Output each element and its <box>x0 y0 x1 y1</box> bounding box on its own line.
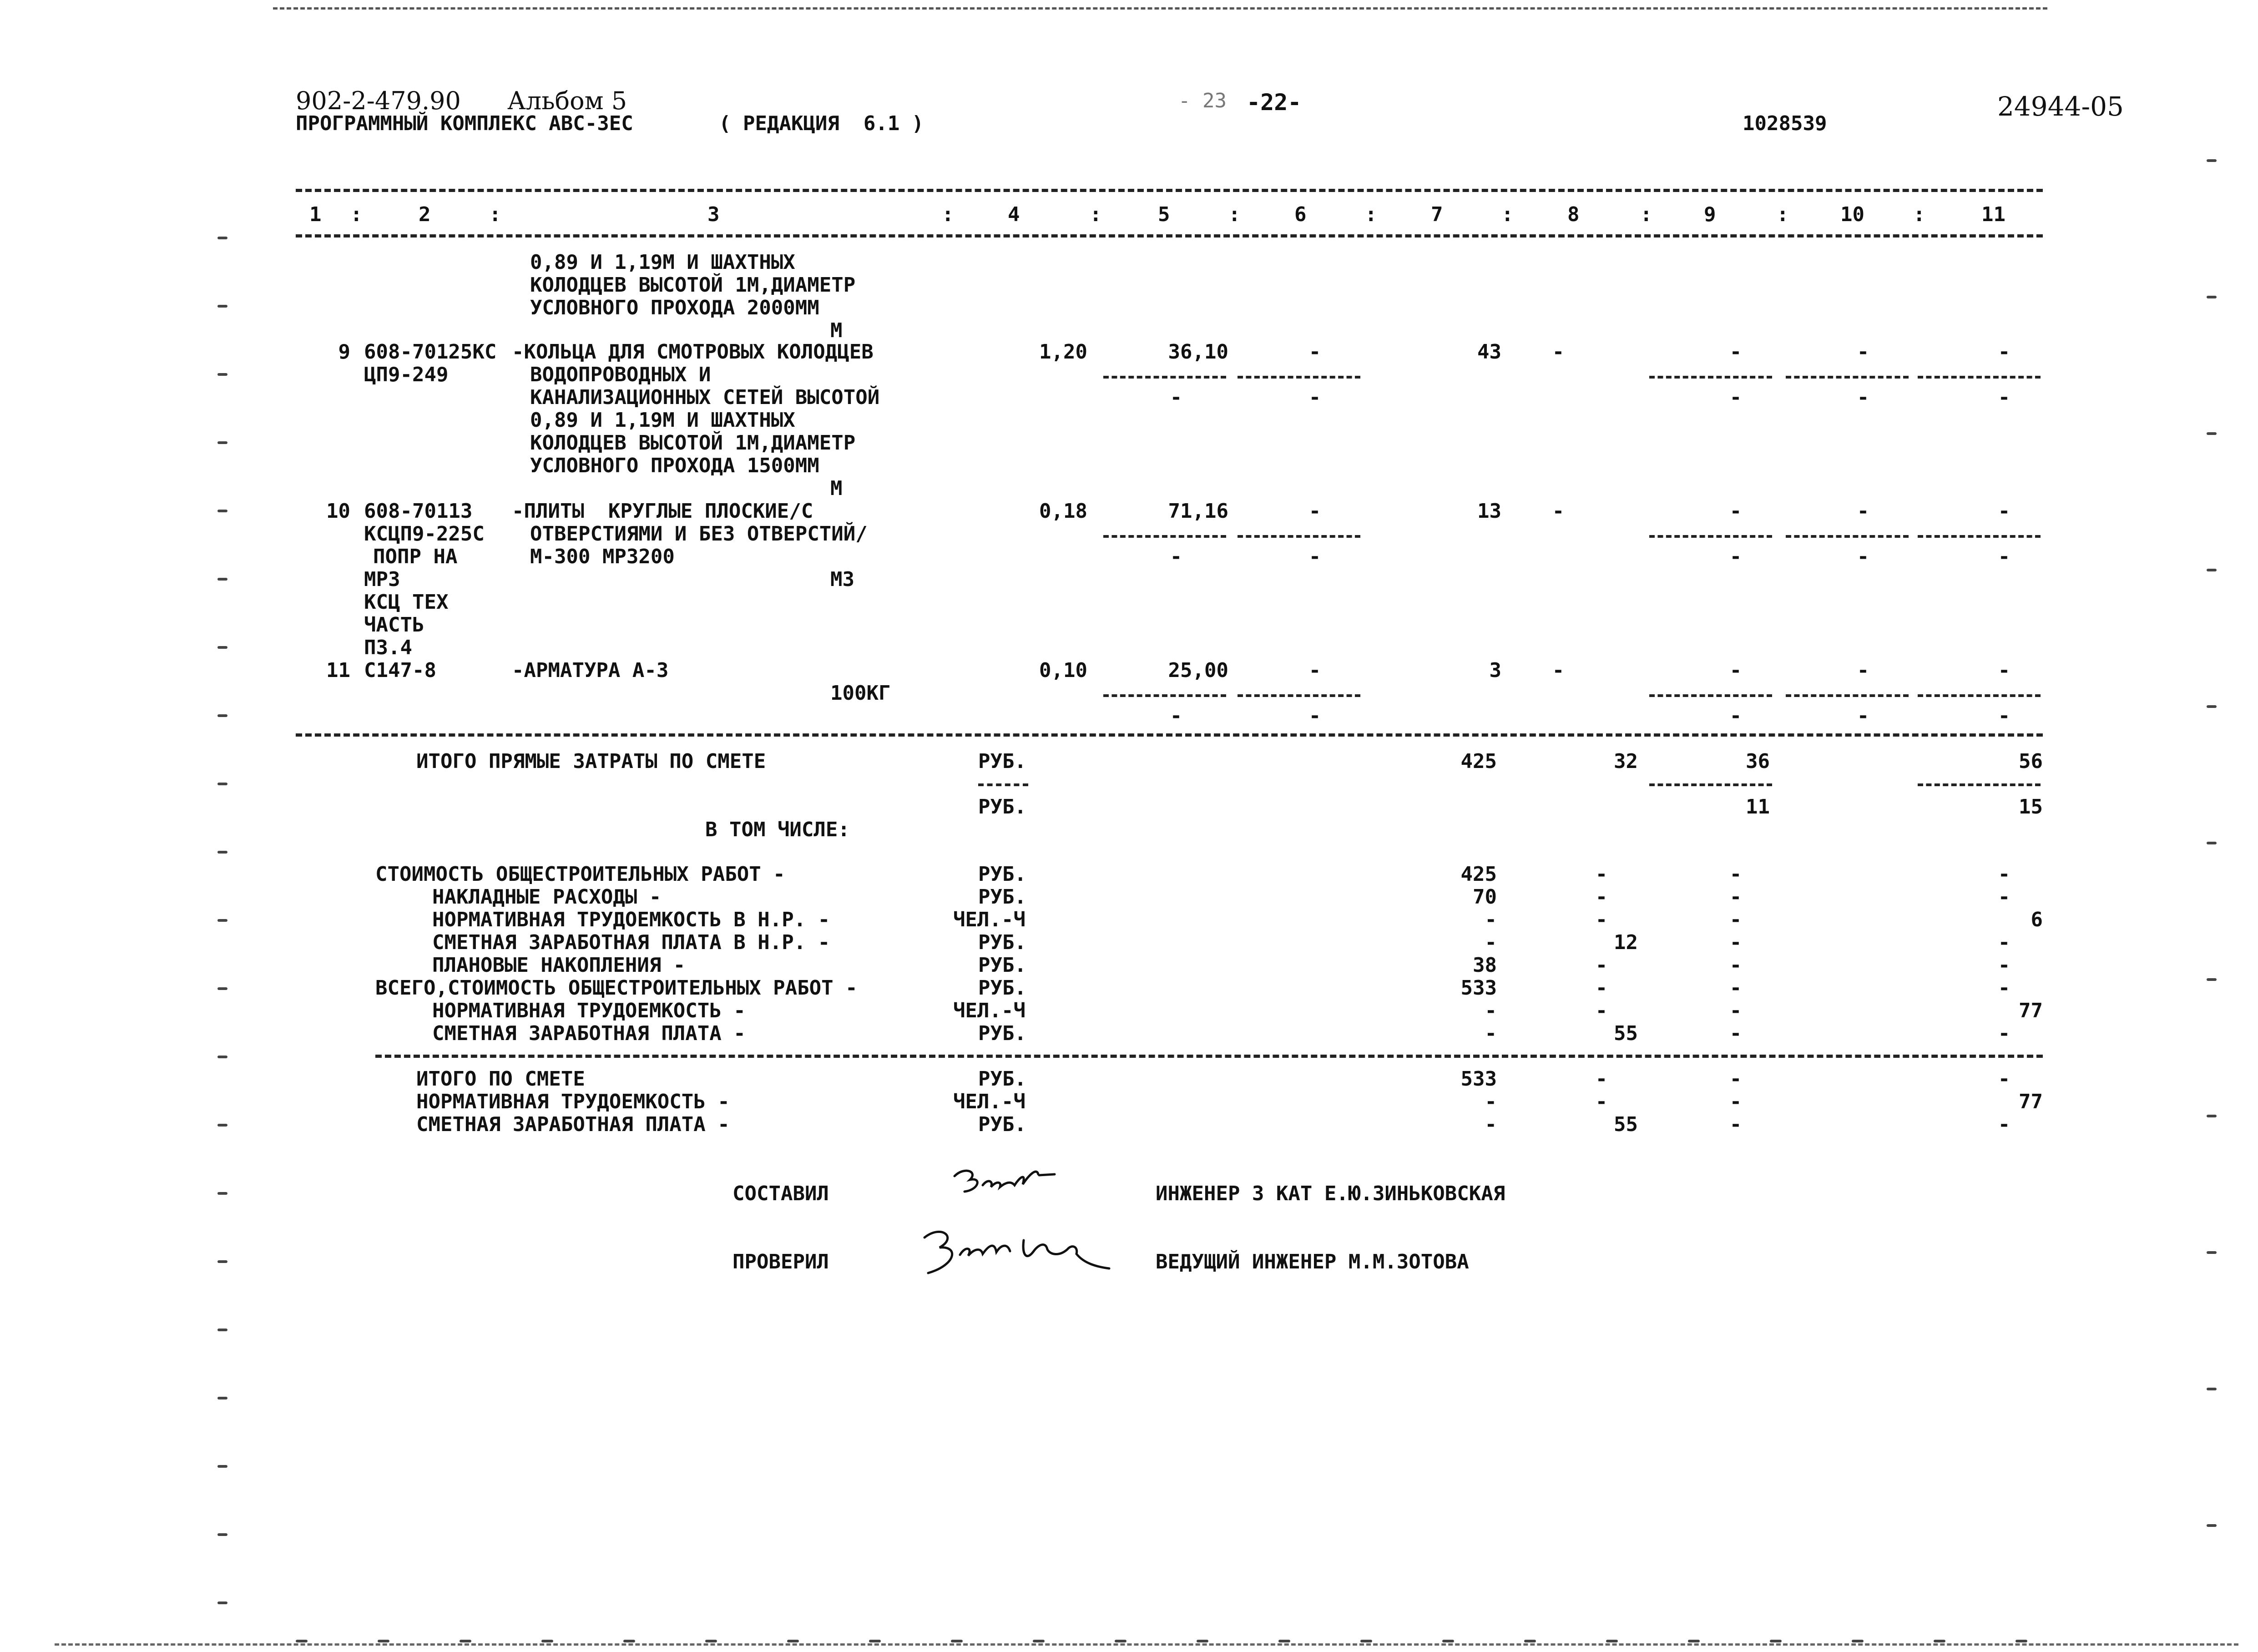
breakdown-c9: - <box>1729 863 1742 886</box>
item-description: -КОЛЬЦА ДЛЯ СМОТРОВЫХ КОЛОДЦЕВ <box>512 340 874 364</box>
item-code: С147-8 <box>364 659 436 682</box>
cell-c6: - <box>1308 500 1321 523</box>
final-c7: - <box>1485 1113 1497 1136</box>
sub-cell: - <box>1308 704 1321 727</box>
sub-cell: - <box>1729 545 1742 568</box>
direct-c7: 425 <box>1460 750 1497 773</box>
breakdown-c8: 12 <box>1614 931 1638 954</box>
composed-by: ИНЖЕНЕР 3 КАТ Е.Ю.ЗИНЬКОВСКАЯ <box>1156 1182 1505 1205</box>
item-price: 71,16 <box>1168 500 1228 523</box>
final-c8: - <box>1595 1067 1608 1091</box>
direct-c9b: 11 <box>1746 795 1770 818</box>
final-c11: - <box>1998 1113 2010 1136</box>
direct-c11b: 15 <box>2019 795 2043 818</box>
item-description: ОТВЕРСТИЯМИ И БЕЗ ОТВЕРСТИЙ/ <box>530 522 868 546</box>
sub-rule <box>978 783 1028 786</box>
col-header: 3 <box>707 203 720 226</box>
breakdown-c11: - <box>1998 976 2010 1000</box>
edition-label: ( РЕДАКЦИЯ 6.1 ) <box>719 112 924 135</box>
item-code: 608-70113 <box>364 500 473 523</box>
cell-c8: - <box>1552 659 1565 682</box>
sub-rule <box>1238 376 1360 379</box>
final-c11: - <box>1998 1067 2010 1091</box>
breakdown-unit: ЧЕЛ.-Ч <box>953 999 1025 1022</box>
col-header: 11 <box>1981 203 2005 226</box>
breakdown-label: НОРМАТИВНАЯ ТРУДОЕМКОСТЬ - <box>432 999 746 1022</box>
sub-cell: - <box>1308 386 1321 409</box>
composed-signature <box>946 1158 1065 1208</box>
cell-c6: - <box>1308 659 1321 682</box>
breakdown-c11: - <box>1998 863 2010 886</box>
cell-c11: - <box>1998 659 2010 682</box>
item-code: КСЦП9-225С <box>364 522 485 546</box>
item-description: М-300 МР3200 <box>530 545 675 568</box>
cell-c9: - <box>1729 340 1742 364</box>
col-sep: : <box>1365 203 1377 226</box>
sub-rule <box>1103 694 1226 697</box>
item-code: П3.4 <box>364 636 412 659</box>
item-description: -АРМАТУРА А-3 <box>512 659 669 682</box>
final-unit: ЧЕЛ.-Ч <box>953 1090 1025 1113</box>
breakdown-c11: 77 <box>2019 999 2043 1022</box>
breakdown-unit: РУБ. <box>978 885 1026 909</box>
final-label: ИТОГО ПО СМЕТЕ <box>416 1067 585 1091</box>
breakdown-c8: - <box>1595 908 1608 931</box>
archive-number: 24944-05 <box>1997 91 2124 122</box>
cell-c7: 13 <box>1477 500 1501 523</box>
direct-c8: 32 <box>1614 750 1638 773</box>
breakdown-unit: РУБ. <box>978 863 1026 886</box>
final-unit: РУБ. <box>978 1067 1026 1091</box>
program-name: ПРОГРАММНЫЙ КОМПЛЕКС АВС-3ЕС <box>296 112 633 135</box>
col-header: 1 <box>309 203 322 226</box>
col-header: 7 <box>1431 203 1443 226</box>
sub-cell: - <box>1729 704 1742 727</box>
sub-cell: - <box>1170 386 1182 409</box>
col-sep: : <box>350 203 363 226</box>
breakdown-unit: РУБ. <box>978 1022 1026 1045</box>
cell-c6: - <box>1308 340 1321 364</box>
cell-c9: - <box>1729 659 1742 682</box>
col-sep: : <box>1228 203 1241 226</box>
sub-rule <box>1786 376 1909 379</box>
breakdown-c7: 533 <box>1460 976 1497 1000</box>
cell-c10: - <box>1857 659 1869 682</box>
breakdown-c9: - <box>1729 908 1742 931</box>
item-code: МР3 <box>364 568 400 591</box>
final-c9: - <box>1729 1113 1742 1136</box>
table-top-rule <box>296 189 2043 192</box>
item-code: ЧАСТЬ <box>364 613 424 637</box>
breakdown-c7: - <box>1485 999 1497 1022</box>
sub-rule <box>1918 376 2041 379</box>
col-header: 10 <box>1840 203 1864 226</box>
composed-label: СОСТАВИЛ <box>732 1182 829 1205</box>
col-sep: : <box>942 203 954 226</box>
breakdown-c8: 55 <box>1614 1022 1638 1045</box>
item-description: КАНАЛИЗАЦИОННЫХ СЕТЕЙ ВЫСОТОЙ <box>530 386 880 409</box>
breakdown-c7: 38 <box>1473 954 1497 977</box>
breakdown-c8: - <box>1595 863 1608 886</box>
sub-rule <box>1103 535 1226 538</box>
album-label: Альбом 5 <box>507 86 627 115</box>
row-number: 11 <box>326 659 350 682</box>
breakdown-c11: 6 <box>2031 908 2043 931</box>
bottom-edge-line <box>55 1643 2238 1646</box>
cell-c7: 43 <box>1477 340 1501 364</box>
breakdown-c9: - <box>1729 999 1742 1022</box>
col-sep: : <box>1640 203 1652 226</box>
breakdown-unit: РУБ. <box>978 931 1026 954</box>
sub-cell: - <box>1998 704 2010 727</box>
cell-c9: - <box>1729 500 1742 523</box>
col-sep: : <box>1501 203 1514 226</box>
col-sep: : <box>1090 203 1102 226</box>
cell-c11: - <box>1998 340 2010 364</box>
sub-rule <box>1103 376 1226 379</box>
breakdown-c9: - <box>1729 931 1742 954</box>
col-header: 8 <box>1567 203 1580 226</box>
cell-c8: - <box>1552 500 1565 523</box>
totals-rule <box>375 1055 2043 1058</box>
checked-label: ПРОВЕРИЛ <box>732 1250 829 1273</box>
final-c9: - <box>1729 1067 1742 1091</box>
final-label: НОРМАТИВНАЯ ТРУДОЕМКОСТЬ - <box>416 1090 730 1113</box>
breakdown-c7: - <box>1485 1022 1497 1045</box>
breakdown-c11: - <box>1998 885 2010 909</box>
sub-cell: - <box>1857 545 1869 568</box>
doc-number: 1028539 <box>1743 112 1827 135</box>
col-header: 6 <box>1294 203 1307 226</box>
breakdown-c8: - <box>1595 885 1608 909</box>
item-price: 36,10 <box>1168 340 1228 364</box>
col-sep: : <box>1777 203 1789 226</box>
breakdown-label: ПЛАНОВЫЕ НАКОПЛЕНИЯ - <box>432 954 686 977</box>
breakdown-unit: РУБ. <box>978 976 1026 1000</box>
direct-costs-label: ИТОГО ПРЯМЫЕ ЗАТРАТЫ ПО СМЕТЕ <box>416 750 766 773</box>
breakdown-label: ВСЕГО,СТОИМОСТЬ ОБЩЕСТРОИТЕЛЬНЫХ РАБОТ - <box>375 976 858 1000</box>
sub-rule <box>1918 535 2041 538</box>
final-c7: - <box>1485 1090 1497 1113</box>
cell-c10: - <box>1857 500 1869 523</box>
row-number: 10 <box>326 500 350 523</box>
sub-rule <box>1649 376 1772 379</box>
breakdown-label: СМЕТНАЯ ЗАРАБОТНАЯ ПЛАТА - <box>432 1022 746 1045</box>
breakdown-c7: 70 <box>1473 885 1497 909</box>
sub-rule <box>1786 694 1909 697</box>
col-header: 2 <box>419 203 431 226</box>
final-c8: - <box>1595 1090 1608 1113</box>
sub-cell: - <box>1729 386 1742 409</box>
breakdown-label: НОРМАТИВНАЯ ТРУДОЕМКОСТЬ В Н.Р. - <box>432 908 830 931</box>
item-quantity: 1,20 <box>1039 340 1087 364</box>
breakdown-c9: - <box>1729 976 1742 1000</box>
sub-cell: - <box>1170 704 1182 727</box>
breakdown-c8: - <box>1595 999 1608 1022</box>
breakdown-c11: - <box>1998 931 2010 954</box>
checked-signature <box>914 1219 1115 1283</box>
col-header: 9 <box>1704 203 1716 226</box>
sub-rule <box>1786 535 1909 538</box>
item-unit: М3 <box>830 568 854 591</box>
including-label: В ТОМ ЧИСЛЕ: <box>705 818 850 841</box>
col-header: 4 <box>1008 203 1020 226</box>
sub-rule <box>1238 535 1360 538</box>
final-unit: РУБ. <box>978 1113 1026 1136</box>
final-c11: 77 <box>2019 1090 2043 1113</box>
page-number: -22- <box>1247 89 1302 116</box>
doc-code: 902-2-479.90 <box>296 86 461 115</box>
item-code: КСЦ ТЕХ <box>364 591 449 614</box>
sub-rule <box>1238 694 1360 697</box>
item-description: -ПЛИТЫ КРУГЛЫЕ ПЛОСКИЕ/С <box>512 500 813 523</box>
item-description: 0,89 И 1,19М И ШАХТНЫХ <box>530 409 795 432</box>
final-c7: 533 <box>1460 1067 1497 1091</box>
breakdown-unit: ЧЕЛ.-Ч <box>953 908 1025 931</box>
sub-cell: - <box>1998 545 2010 568</box>
direct-costs-unit2: РУБ. <box>978 795 1026 818</box>
row-number: 9 <box>338 340 350 364</box>
cell-c7: 3 <box>1489 659 1501 682</box>
table-bottom-rule <box>296 733 2043 737</box>
sub-rule <box>1649 535 1772 538</box>
breakdown-unit: РУБ. <box>978 954 1026 977</box>
breakdown-c8: - <box>1595 954 1608 977</box>
table-head-rule <box>296 234 2043 237</box>
breakdown-c8: - <box>1595 976 1608 1000</box>
sub-cell: - <box>1998 386 2010 409</box>
direct-costs-unit: РУБ. <box>978 750 1026 773</box>
breakdown-c11: - <box>1998 954 2010 977</box>
top-edge-line <box>273 7 2047 10</box>
sub-rule <box>1649 694 1772 697</box>
final-c8: 55 <box>1614 1113 1638 1136</box>
breakdown-c9: - <box>1729 885 1742 909</box>
sub-rule <box>1918 694 2041 697</box>
item-description: КОЛОДЦЕВ ВЫСОТОЙ 1М,ДИАМЕТР <box>530 431 856 455</box>
item-code: 608-70125КС <box>364 340 497 364</box>
item-code: ПОПР НА <box>373 545 458 568</box>
breakdown-c7: - <box>1485 931 1497 954</box>
item-price: 25,00 <box>1168 659 1228 682</box>
checked-by: ВЕДУЩИЙ ИНЖЕНЕР М.М.ЗОТОВА <box>1156 1250 1469 1273</box>
sub-cell: - <box>1857 386 1869 409</box>
cell-c11: - <box>1998 500 2010 523</box>
sub-cell: - <box>1308 545 1321 568</box>
page-prefix: - 23 <box>1178 89 1227 112</box>
direct-c11: 56 <box>2019 750 2043 773</box>
direct-c9: 36 <box>1746 750 1770 773</box>
col-sep: : <box>1913 203 1925 226</box>
breakdown-label: НАКЛАДНЫЕ РАСХОДЫ - <box>432 885 662 909</box>
breakdown-c7: - <box>1485 908 1497 931</box>
breakdown-c7: 425 <box>1460 863 1497 886</box>
sub-rule <box>1918 783 2041 786</box>
breakdown-c9: - <box>1729 954 1742 977</box>
sub-cell: - <box>1170 545 1182 568</box>
sub-rule <box>1649 783 1772 786</box>
col-sep: : <box>489 203 501 226</box>
col-header: 5 <box>1158 203 1170 226</box>
item-description: ВОДОПРОВОДНЫХ И <box>530 363 711 386</box>
sub-cell: - <box>1857 704 1869 727</box>
item-quantity: 0,18 <box>1039 500 1087 523</box>
breakdown-c9: - <box>1729 1022 1742 1045</box>
breakdown-label: СМЕТНАЯ ЗАРАБОТНАЯ ПЛАТА В Н.Р. - <box>432 931 830 954</box>
breakdown-c11: - <box>1998 1022 2010 1045</box>
cell-c8: - <box>1552 340 1565 364</box>
item-unit: 100КГ <box>830 682 891 705</box>
final-c9: - <box>1729 1090 1742 1113</box>
cell-c10: - <box>1857 340 1869 364</box>
item-quantity: 0,10 <box>1039 659 1087 682</box>
item-code: ЦП9-249 <box>364 363 449 386</box>
final-label: СМЕТНАЯ ЗАРАБОТНАЯ ПЛАТА - <box>416 1113 730 1136</box>
item-unit: М <box>830 477 843 500</box>
item-description: УСЛОВНОГО ПРОХОДА 1500ММ <box>530 454 819 477</box>
breakdown-label: СТОИМОСТЬ ОБЩЕСТРОИТЕЛЬНЫХ РАБОТ - <box>375 863 785 886</box>
